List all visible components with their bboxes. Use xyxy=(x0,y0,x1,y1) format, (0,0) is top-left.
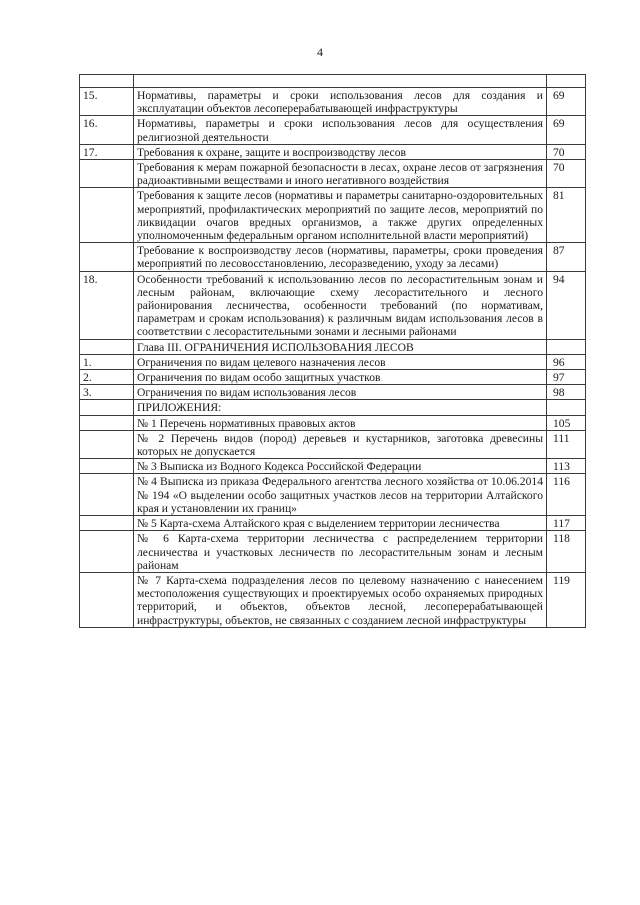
row-number: 16. xyxy=(80,116,134,144)
table-row xyxy=(80,370,586,385)
row-title: Требования к мерам пожарной безопасности в лесах, охране лесов от загрязнения радиоактивными веществами и иного негативного воздействия xyxy=(134,160,547,188)
table-row xyxy=(80,354,586,369)
toc-body xyxy=(80,75,586,628)
row-number xyxy=(80,243,134,271)
row-number: 2. xyxy=(80,370,134,385)
row-page xyxy=(547,75,586,88)
row-number: 1. xyxy=(80,354,134,369)
row-page: 96 xyxy=(547,354,586,369)
row-title: Ограничения по видам использования лесов xyxy=(134,385,547,400)
row-page: 105 xyxy=(547,415,586,430)
row-number xyxy=(80,572,134,627)
table-row xyxy=(80,188,586,243)
table-row xyxy=(80,271,586,339)
row-page: 70 xyxy=(547,160,586,188)
row-number xyxy=(80,516,134,531)
row-number xyxy=(80,160,134,188)
row-page: 81 xyxy=(547,188,586,243)
row-number xyxy=(80,531,134,573)
row-number xyxy=(80,188,134,243)
row-title: № 6 Карта-схема территории лесничества с распределением территории лесничества и участковых лесничеств по лесорастительным зонам и лесным районам xyxy=(134,531,547,573)
row-number: 15. xyxy=(80,88,134,116)
table-row xyxy=(80,144,586,159)
row-page xyxy=(547,339,586,354)
row-title: № 4 Выписка из приказа Федерального агентства лесного хозяйства от 10.06.2014 № 194 «О выделении особо защитных участков лесов на территории Алтайского края и установлении их границ» xyxy=(134,474,547,516)
row-page xyxy=(547,400,586,415)
table-row xyxy=(80,75,586,88)
table-row xyxy=(80,474,586,516)
row-title: № 1 Перечень нормативных правовых актов xyxy=(134,415,547,430)
row-page: 94 xyxy=(547,271,586,339)
table-row xyxy=(80,430,586,458)
row-page: 97 xyxy=(547,370,586,385)
row-number: 17. xyxy=(80,144,134,159)
row-number xyxy=(80,339,134,354)
row-number: 18. xyxy=(80,271,134,339)
row-title: № 7 Карта-схема подразделения лесов по целевому назначению с нанесением местоположения существующих и проектируемых особо охраняемых природных территорий, и объектов, объектов лесной, лесоперерабатывающей инфраструктуры, объектов, не связанных с созданием лесной инфраструктуры xyxy=(134,572,547,627)
row-page: 118 xyxy=(547,531,586,573)
table-row xyxy=(80,160,586,188)
row-title: № 3 Выписка из Водного Кодекса Российской Федерации xyxy=(134,459,547,474)
table-row xyxy=(80,116,586,144)
table-row xyxy=(80,572,586,627)
row-title: ПРИЛОЖЕНИЯ: xyxy=(134,400,547,415)
table-row xyxy=(80,339,586,354)
table-row xyxy=(80,415,586,430)
page-number: 4 xyxy=(317,45,323,59)
table-row xyxy=(80,385,586,400)
table-row xyxy=(80,88,586,116)
row-page: 87 xyxy=(547,243,586,271)
row-title: Особенности требований к использованию лесов по лесорастительным зонам и лесным районам, включающие схему лесорастительного и лесного районирования лесничества, особенности требований (по нормативам, параметрам и срокам использования) к различным видам использования лесов в соответствии с лесорастительными зонами и лесными районами xyxy=(134,271,547,339)
row-page: 98 xyxy=(547,385,586,400)
row-title: Требование к воспроизводству лесов (нормативы, параметры, сроки проведения мероприятий по лесовосстановлению, лесоразведению, уходу за лесами) xyxy=(134,243,547,271)
table-row xyxy=(80,531,586,573)
row-page: 119 xyxy=(547,572,586,627)
row-number xyxy=(80,415,134,430)
row-title: Ограничения по видам целевого назначения лесов xyxy=(134,354,547,369)
row-title: № 5 Карта-схема Алтайского края с выделением территории лесничества xyxy=(134,516,547,531)
row-title: Нормативы, параметры и сроки использования лесов для осуществления религиозной деятельности xyxy=(134,116,547,144)
row-title xyxy=(134,75,547,88)
row-number xyxy=(80,459,134,474)
table-row xyxy=(80,459,586,474)
row-title: Нормативы, параметры и сроки использования лесов для создания и эксплуатации объектов лесоперерабатывающей инфраструктуры xyxy=(134,88,547,116)
row-page: 111 xyxy=(547,430,586,458)
row-page: 116 xyxy=(547,474,586,516)
table-of-contents xyxy=(79,74,586,628)
row-page: 113 xyxy=(547,459,586,474)
row-number xyxy=(80,400,134,415)
row-number: 3. xyxy=(80,385,134,400)
row-page: 70 xyxy=(547,144,586,159)
table-row xyxy=(80,243,586,271)
row-number xyxy=(80,430,134,458)
row-title: Глава III. ОГРАНИЧЕНИЯ ИСПОЛЬЗОВАНИЯ ЛЕСОВ xyxy=(134,339,547,354)
row-page: 117 xyxy=(547,516,586,531)
row-title: Ограничения по видам особо защитных участков xyxy=(134,370,547,385)
row-page: 69 xyxy=(547,116,586,144)
row-title: Требования к охране, защите и воспроизводству лесов xyxy=(134,144,547,159)
row-page: 69 xyxy=(547,88,586,116)
row-number xyxy=(80,75,134,88)
table-row xyxy=(80,516,586,531)
table-row xyxy=(80,400,586,415)
row-title: Требования к защите лесов (нормативы и параметры санитарно-оздоровительных мероприятий, профилактических мероприятий по защите лесов, мероприятий по ликвидации очагов вредных организмов, а также других определенных уполномоченным федеральным органом исполнительной власти мероприятий) xyxy=(134,188,547,243)
row-title: № 2 Перечень видов (пород) деревьев и кустарников, заготовка древесины которых не допускается xyxy=(134,430,547,458)
row-number xyxy=(80,474,134,516)
